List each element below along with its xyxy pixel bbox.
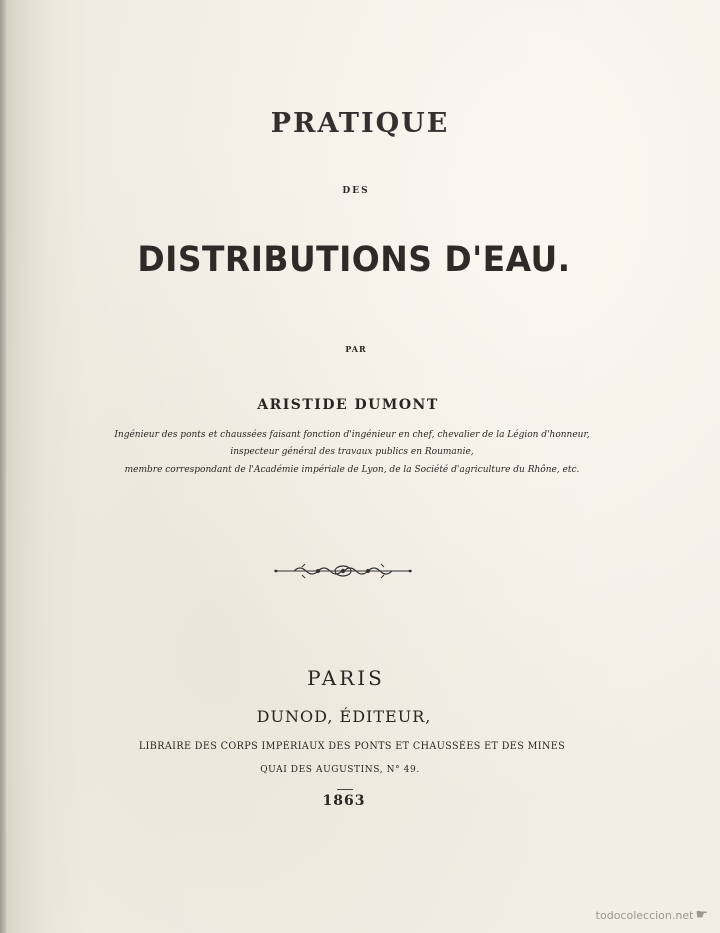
hand-stamp-icon: ☛ [695,907,708,923]
watermark-text: todocoleccion.net [595,909,694,922]
year-rule [337,789,353,790]
publisher-address: QUAI DES AUGUSTINS, N° 49. [260,765,420,775]
by-label: PAR [345,344,367,354]
title-line-1: PRATIQUE [270,108,450,139]
title-line-2: DISTRIBUTIONS D'EAU. [137,240,571,280]
author-name: ARISTIDE DUMONT [257,397,439,413]
watermark [596,907,708,923]
publisher-description: LIBRAIRE DES CORPS IMPÉRIAUX DES PONTS ET CHAUSSÉES ET DES MINES [138,741,566,752]
publisher-name: DUNOD, ÉDITEUR, [256,707,432,726]
credential-line-3: membre correspondant de l'Académie impériale de Lyon, de la Société d'agriculture du Rhône, etc. [124,465,580,475]
credential-line-2: inspecteur général des travaux publics en Roumanie, [230,447,474,457]
publication-city: PARIS [307,666,385,690]
publication-year: 1863 [322,793,366,809]
title-connector: DES [342,186,370,196]
ornament-divider-icon [272,562,414,580]
credential-line-1: Ingénieur des ponts et chaussées faisant fonction d'ingénieur en chef, chevalier de la Légion d'honneur, [114,430,590,440]
